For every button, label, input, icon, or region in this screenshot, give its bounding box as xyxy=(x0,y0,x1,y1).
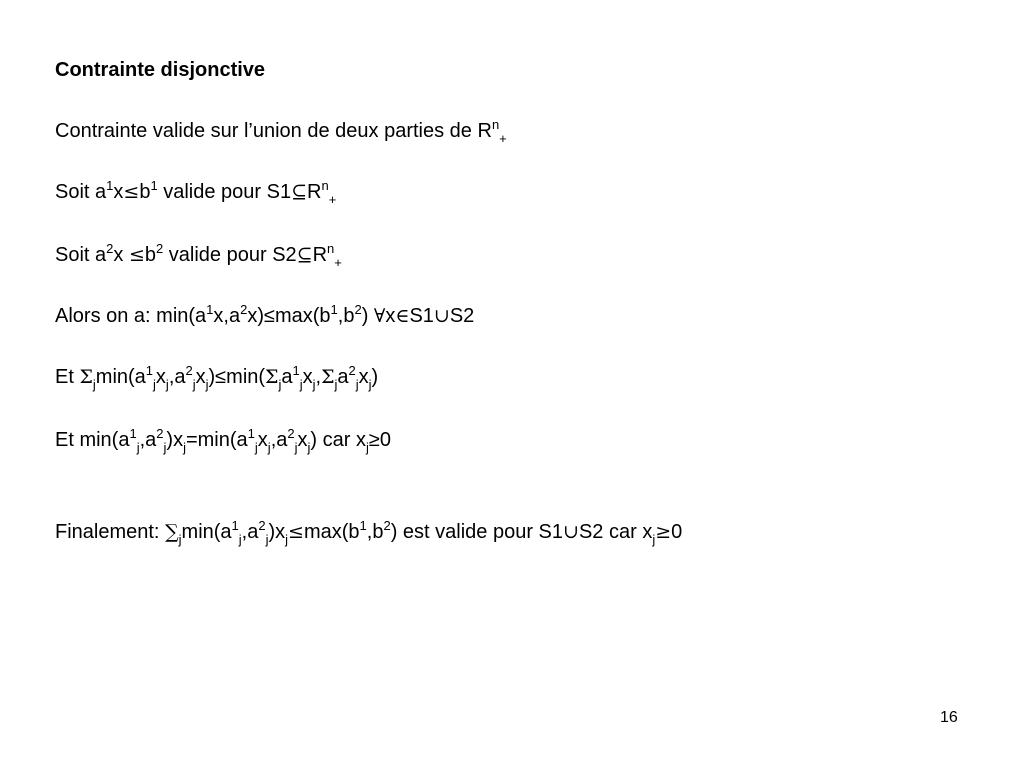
line-union: Contrainte valide sur l’union de deux parties de $R^n_+$ xyxy=(55,117,507,146)
line-et-min: Et $\min(a^1_j,a^2_j)x_j=\min(a^1_jx_j,a^2_jx_j)$ car $x_j\ge 0$ xyxy=(55,426,391,455)
page-number: 16 xyxy=(940,709,958,726)
line-s1: Soit $a^1x\le b^1$ valide pour $S1⊆R^n_+$ xyxy=(55,178,337,207)
slide-title: Contrainte disjonctive xyxy=(55,59,266,81)
line-s2: Soit $a^2x \le b^2$ valide pour $S2⊆R^n_+$ xyxy=(55,241,342,270)
line-finalement: Finalement: $\sum_j\min(a^1_j,a^2_j)x_j\le\max(b^1,b^2)$ est valide pour S1∪S2 car $x_j\ge 0$ xyxy=(55,518,683,547)
line-et-sum: Et $\Sigma_j\min(a^1_jx_j,a^2_jx_j)\le\min(\Sigma_ja^1_jx_j,\Sigma_ja^2_jx_j)$ xyxy=(55,363,379,392)
line-alors: Alors on a: $\min(a^1x,a^2x)\le\max(b^1,b^2)$ ∀x∈S1∪S2 xyxy=(55,302,475,327)
